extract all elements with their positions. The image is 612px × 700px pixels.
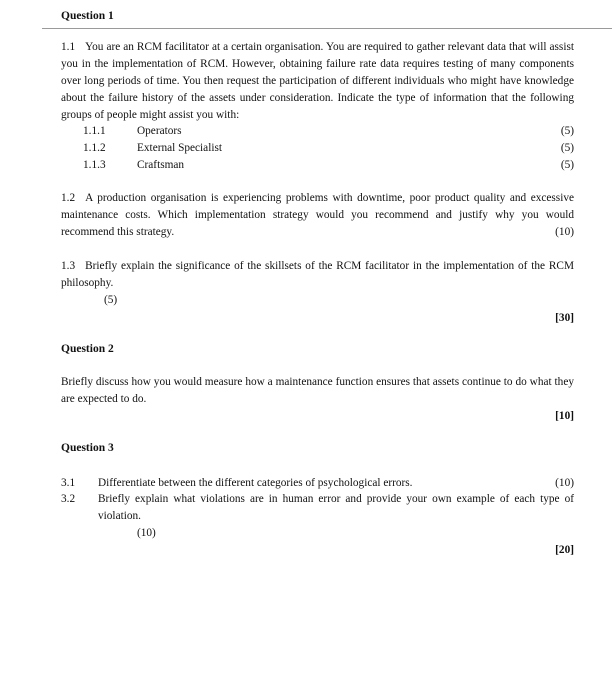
sub-item-label: Craftsman xyxy=(137,159,185,171)
sub-item-1-1-3 xyxy=(61,157,574,174)
question-3-2-number: 3.2 xyxy=(61,493,76,505)
question-3-2-row xyxy=(61,491,574,525)
sub-item-label: External Specialist xyxy=(137,142,223,154)
sub-item-mark: (5) xyxy=(560,159,574,171)
sub-item-number: 1.1.3 xyxy=(83,159,106,171)
question-1-1-number: 1.1 xyxy=(61,41,76,53)
question-3-1-text: Differentiate between the different categories of psychological errors. xyxy=(98,477,413,489)
question-1-3-paragraph xyxy=(61,258,574,292)
question-1-total: [30] xyxy=(555,312,574,324)
question-1-2-mark: (10) xyxy=(555,226,574,238)
top-rule xyxy=(42,28,612,29)
question-2-total: [10] xyxy=(555,410,574,422)
question-1-3-number: 1.3 xyxy=(61,260,76,272)
question-1-2-number: 1.2 xyxy=(61,192,76,204)
question-3-1-mark: (10) xyxy=(555,477,574,489)
question-1-heading: Question 1 xyxy=(61,10,114,22)
question-3-1-number: 3.1 xyxy=(61,477,76,489)
sub-item-label: Operators xyxy=(137,125,182,137)
question-1-3-text: Briefly explain the significance of the skillsets of the RCM facilitator in the implementation of the RCM philosophy. xyxy=(61,260,574,289)
question-1-1-text: You are an RCM facilitator at a certain organisation. You are required to gather relevant data that will assist you in the implementation of RCM. However, obtaining failure rate data requires testing of many components over long periods of time. You then request the participation of different individuals who might have knowledge about the failure history of the assets under consideration. Indicate the type of information that the following groups of people might assist you with: xyxy=(61,41,574,121)
question-1-2-text: A production organisation is experiencing problems with downtime, poor product quality and excessive maintenance costs. Which implementation strategy would you recommend and justify why you would recommend this strategy. xyxy=(61,192,574,238)
question-3-total: [20] xyxy=(555,544,574,556)
question-1-1-paragraph xyxy=(61,39,574,124)
question-3-heading: Question 3 xyxy=(61,442,114,454)
question-3-1-row xyxy=(61,475,574,492)
sub-item-number: 1.1.2 xyxy=(83,142,106,154)
sub-item-1-1-2 xyxy=(61,140,574,157)
question-1-2-paragraph xyxy=(61,190,574,241)
sub-item-1-1-1 xyxy=(61,123,574,140)
sub-item-number: 1.1.1 xyxy=(83,125,106,137)
question-3-2-mark: (10) xyxy=(137,527,156,539)
sub-item-mark: (5) xyxy=(560,125,574,137)
question-1-3-mark: (5) xyxy=(104,294,118,306)
question-2-heading: Question 2 xyxy=(61,343,114,355)
question-3-2-text: Briefly explain what violations are in human error and provide your own example of each type of violation. xyxy=(98,493,574,522)
sub-item-mark: (5) xyxy=(560,142,574,154)
question-2-text: Briefly discuss how you would measure how a maintenance function ensures that assets continue to do what they are expected to do. xyxy=(61,376,574,405)
